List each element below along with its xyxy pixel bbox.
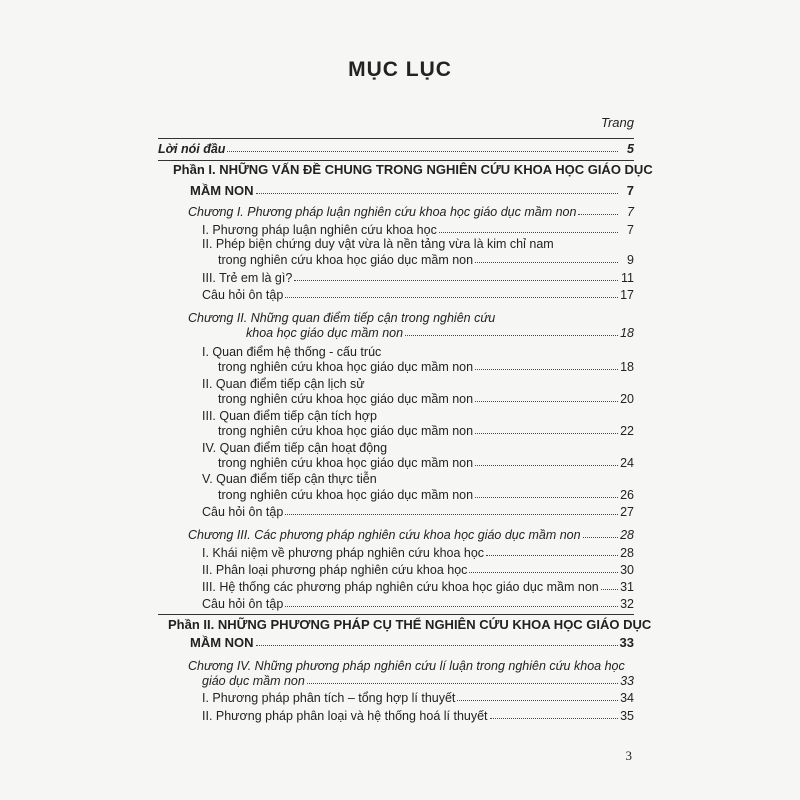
leader-dots (475, 464, 618, 466)
toc-entry[interactable]: I. Phương pháp phân tích – tổng hợp lí thuyết 34 (202, 691, 634, 705)
toc-entry-preface[interactable]: Lời nói đầu 5 (158, 142, 634, 156)
toc-chapter-1[interactable]: Chương I. Phương pháp luận nghiên cứu khoa học giáo dục mầm non 7 (188, 205, 634, 219)
leader-dots (475, 432, 618, 434)
top-rule (158, 138, 634, 139)
toc-entry[interactable]: trong nghiên cứu khoa học giáo dục mầm non 18 (218, 360, 634, 374)
toc-entry[interactable]: trong nghiên cứu khoa học giáo dục mầm non 22 (218, 424, 634, 438)
leader-dots (294, 279, 618, 281)
toc-entry[interactable]: trong nghiên cứu khoa học giáo dục mầm non 9 (218, 253, 634, 267)
toc-part2-line2[interactable]: MẦM NON 33 (190, 635, 634, 650)
leader-dots (285, 296, 618, 298)
toc-entry-line1[interactable]: V. Quan điểm tiếp cận thực tiễn (202, 472, 377, 486)
leader-dots (486, 554, 618, 556)
toc-entry[interactable]: I. Phương pháp luận nghiên cứu khoa học 7 (202, 223, 634, 237)
leader-dots (475, 368, 618, 370)
page-title: MỤC LỤC (348, 58, 452, 81)
toc-entry[interactable]: II. Phân loại phương pháp nghiên cứu khoa học 30 (202, 563, 634, 577)
page-number: 3 (625, 748, 632, 763)
rule (158, 614, 634, 615)
leader-dots (469, 571, 618, 573)
toc-entry-line1[interactable]: II. Phép biện chứng duy vật vừa là nền tảng vừa là kim chỉ nam (202, 237, 554, 251)
leader-dots (475, 496, 618, 498)
leader-dots (256, 644, 618, 646)
leader-dots (457, 699, 618, 701)
toc-entry-line1[interactable]: III. Quan điểm tiếp cận tích hợp (202, 409, 377, 423)
toc-entry[interactable]: trong nghiên cứu khoa học giáo dục mầm non 26 (218, 488, 634, 502)
toc-entry[interactable]: Câu hỏi ôn tập 27 (202, 505, 634, 519)
toc-entry[interactable]: III. Hệ thống các phương pháp nghiên cứu khoa học giáo dục mầm non 31 (202, 580, 634, 594)
leader-dots (578, 213, 618, 215)
toc-entry-line1[interactable]: II. Quan điểm tiếp cận lịch sử (202, 377, 365, 391)
leader-dots (285, 513, 618, 515)
toc-entry[interactable]: II. Phương pháp phân loại và hệ thống hoá lí thuyết 35 (202, 709, 634, 723)
leader-dots (601, 588, 618, 590)
rule (158, 160, 634, 161)
toc-entry[interactable]: trong nghiên cứu khoa học giáo dục mầm non 20 (218, 392, 634, 406)
leader-dots (405, 334, 618, 336)
toc-entry-line1[interactable]: I. Quan điểm hệ thống - cấu trúc (202, 345, 382, 359)
leader-dots (285, 605, 618, 607)
leader-dots (227, 150, 618, 152)
leader-dots (475, 261, 618, 263)
toc-part1-line2[interactable]: MẦM NON 7 (190, 183, 634, 198)
toc-chapter-2[interactable]: khoa học giáo dục mầm non 18 (246, 326, 634, 340)
toc-chapter-4[interactable]: giáo dục mầm non 33 (202, 674, 634, 688)
leader-dots (583, 536, 618, 538)
page-column-label: Trang (601, 115, 634, 130)
toc-entry[interactable]: I. Khái niệm về phương pháp nghiên cứu khoa học 28 (202, 546, 634, 560)
toc-chapter-4-line1[interactable]: Chương IV. Những phương pháp nghiên cứu lí luận trong nghiên cứu khoa học (188, 659, 625, 673)
leader-dots (439, 231, 618, 233)
leader-dots (490, 717, 618, 719)
toc-part2-line1[interactable]: Phần II. NHỮNG PHƯƠNG PHÁP CỤ THỂ NGHIÊN CỨU KHOA HỌC GIÁO DỤC (168, 617, 652, 632)
toc-chapter-2-line1[interactable]: Chương II. Những quan điểm tiếp cận trong nghiên cứu (188, 311, 496, 325)
toc-chapter-3[interactable]: Chương III. Các phương pháp nghiên cứu khoa học giáo dục mầm non 28 (188, 528, 634, 542)
toc-entry-line1[interactable]: IV. Quan điểm tiếp cận hoạt động (202, 441, 388, 455)
leader-dots (475, 400, 618, 402)
toc-entry[interactable]: Câu hỏi ôn tập 32 (202, 597, 634, 611)
toc-entry[interactable]: trong nghiên cứu khoa học giáo dục mầm non 24 (218, 456, 634, 470)
leader-dots (256, 192, 618, 194)
toc-part1-line1[interactable]: Phần I. NHỮNG VẤN ĐỀ CHUNG TRONG NGHIÊN CỨU KHOA HỌC GIÁO DỤC (173, 162, 653, 177)
toc-entry[interactable]: III. Trẻ em là gì? 11 (202, 271, 634, 285)
leader-dots (307, 682, 618, 684)
toc-entry[interactable]: Câu hỏi ôn tập 17 (202, 288, 634, 302)
